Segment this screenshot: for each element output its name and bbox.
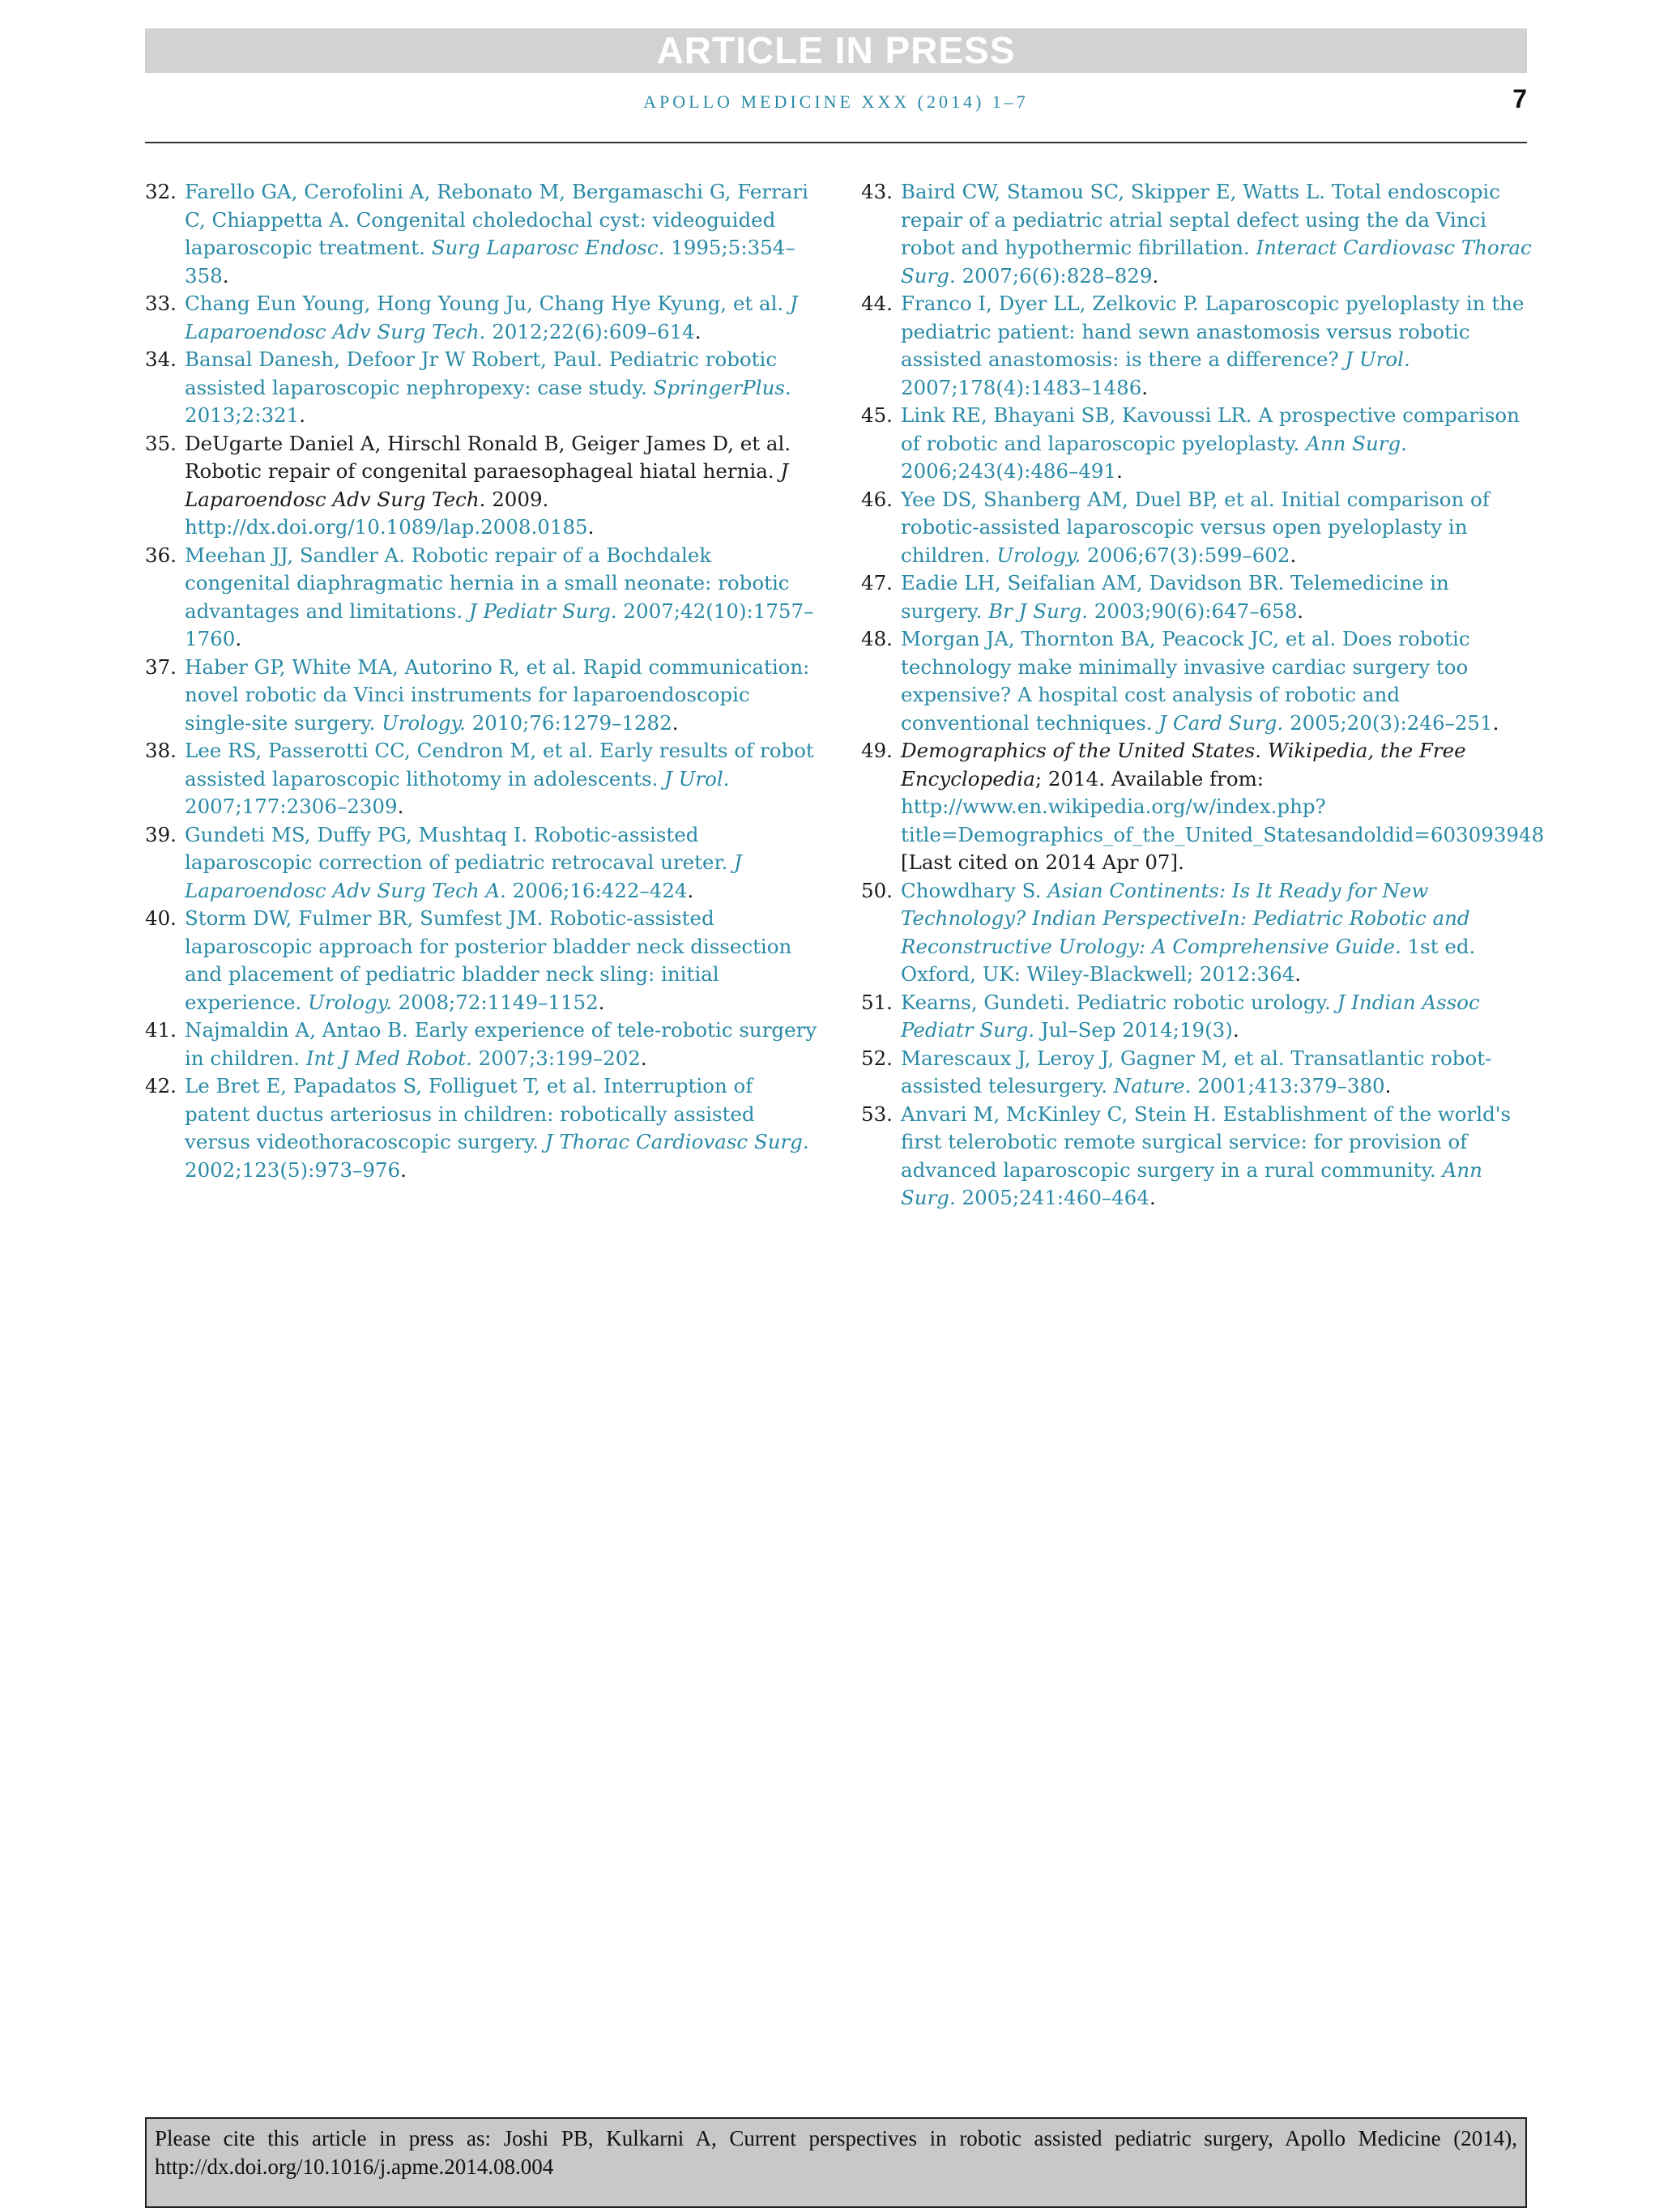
reference-journal: SpringerPlus. bbox=[653, 375, 791, 399]
reference-journal: Urology. bbox=[308, 990, 392, 1014]
reference-text bbox=[901, 739, 1544, 846]
reference-number: 48. bbox=[861, 627, 893, 650]
reference-item bbox=[861, 569, 1533, 625]
reference-details: 1995;5:354–358 bbox=[185, 236, 795, 288]
reference-tail: . bbox=[1492, 710, 1499, 735]
reference-journal: J Laparoendosc Adv Surg Tech bbox=[185, 459, 789, 511]
reference-journal: Nature. bbox=[1113, 1074, 1192, 1097]
reference-authors-title: Eadie LH, Seifalian AM, Davidson BR. Telemedicine in surgery. bbox=[901, 571, 1449, 623]
reference-details: 2006;67(3):599–602 bbox=[1081, 543, 1290, 567]
reference-number: 40. bbox=[145, 906, 177, 930]
reference-details: 2007;178(4):1483–1486 bbox=[901, 375, 1142, 399]
reference-text[interactable] bbox=[185, 906, 791, 1014]
reference-text[interactable] bbox=[901, 292, 1524, 399]
reference-authors-title: Morgan JA, Thornton BA, Peacock JC, et al. Does robotic technology make minimally invasive cardiac surgery too expensive? A hospital cost analysis of robotic and conventional techniques. bbox=[901, 627, 1470, 735]
reference-text[interactable] bbox=[185, 180, 808, 288]
reference-tail: . bbox=[1116, 459, 1123, 483]
reference-number: 43. bbox=[861, 180, 893, 203]
reference-details: 2007;3:199–202 bbox=[471, 1046, 641, 1070]
reference-url-link[interactable]: http://dx.doi.org/10.1089/lap.2008.0185 bbox=[185, 515, 588, 539]
reference-number: 37. bbox=[145, 654, 177, 679]
reference-item bbox=[861, 486, 1533, 570]
reference-journal: J Thorac Cardiovasc Surg. bbox=[544, 1130, 809, 1153]
reference-authors-title: Lee RS, Passerotti CC, Cendron M, et al. Early results of robot assisted laparoscopic lithotomy in adolescents. bbox=[185, 739, 814, 791]
reference-url-link[interactable]: http://www.en.wikipedia.org/w/index.php?title=Demographics_of_the_United_Statesandoldid=603093948 bbox=[901, 795, 1545, 846]
reference-number: 35. bbox=[145, 431, 177, 455]
reference-journal: Interact Cardiovasc Thorac Surg. bbox=[901, 236, 1532, 288]
reference-journal: Surg Laparosc Endosc. bbox=[431, 236, 665, 259]
reference-tail: . bbox=[400, 1157, 407, 1182]
reference-authors-title: Chowdhary S. bbox=[901, 878, 1048, 902]
reference-tail: . bbox=[222, 263, 229, 288]
reference-authors-title: Anvari M, McKinley C, Stein H. Establishment of the world's first telerobotic remote surgical service: for provision of advanced laparoscopic surgery in a rural community. bbox=[901, 1102, 1512, 1182]
reference-authors-title: Le Bret E, Papadatos S, Folliguet T, et al. Interruption of patent ductus arteriosus in children: robotically assisted versus videothoracoscopic surgery. bbox=[185, 1074, 755, 1153]
reference-item bbox=[861, 625, 1533, 737]
reference-tail: . bbox=[1297, 599, 1304, 623]
reference-text[interactable] bbox=[901, 571, 1449, 623]
reference-journal: J Laparoendosc Adv Surg Tech. bbox=[185, 292, 798, 343]
reference-item bbox=[861, 290, 1533, 402]
reference-item bbox=[145, 178, 817, 290]
reference-details: . 2009. bbox=[479, 487, 549, 511]
reference-item bbox=[145, 737, 817, 821]
reference-details: 1st ed. Oxford, UK: Wiley-Blackwell; 2012:364 bbox=[901, 934, 1476, 986]
reference-text[interactable] bbox=[185, 347, 791, 427]
reference-text[interactable] bbox=[901, 403, 1520, 483]
reference-details: 2006;243(4):486–491 bbox=[901, 459, 1117, 483]
reference-authors-title: Franco I, Dyer LL, Zelkovic P. Laparoscopic pyeloplasty in the pediatric patient: hand sewn anastomosis versus robotic assisted anastomosis: is there a difference? bbox=[901, 292, 1525, 371]
reference-text[interactable] bbox=[185, 823, 742, 902]
citation-notice: Please cite this article in press as: Joshi PB, Kulkarni A, Current perspectives in robotic assisted pediatric surgery, Apollo Medicine (2014), http://dx.doi.org/10.1016/j.apme.2014.08.004 bbox=[145, 2117, 1527, 2208]
reference-authors-title: Baird CW, Stamou SC, Skipper E, Watts L. Total endoscopic repair of a pediatric atrial septal defect using the da Vinci robot and hypothermic fibrillation. bbox=[901, 180, 1500, 259]
references-column-right bbox=[861, 178, 1545, 1213]
references-column-left bbox=[145, 178, 817, 1184]
reference-number: 45. bbox=[861, 403, 893, 427]
reference-journal: Urology. bbox=[996, 543, 1081, 567]
reference-number: 46. bbox=[861, 487, 893, 511]
reference-item bbox=[861, 178, 1533, 290]
reference-text[interactable] bbox=[901, 991, 1480, 1042]
reference-item bbox=[861, 877, 1533, 989]
reference-text[interactable] bbox=[901, 1102, 1511, 1210]
reference-details: 2007;177:2306–2309 bbox=[185, 795, 398, 818]
reference-number: 33. bbox=[145, 292, 177, 315]
reference-text[interactable] bbox=[901, 1046, 1491, 1098]
reference-authors-title: Farello GA, Cerofolini A, Rebonato M, Bergamaschi G, Ferrari C, Chiappetta A. Congenital choledochal cyst: videoguided laparoscopic treatment. bbox=[185, 180, 808, 259]
reference-details: 2007;42(10):1757–1760 bbox=[185, 599, 814, 650]
reference-item bbox=[861, 1101, 1533, 1213]
reference-text[interactable] bbox=[901, 180, 1532, 288]
reference-number: 42. bbox=[145, 1074, 177, 1097]
reference-item bbox=[145, 542, 817, 654]
reference-authors-title: Marescaux J, Leroy J, Gagner M, et al. Transatlantic robot-assisted telesurgery. bbox=[901, 1046, 1492, 1097]
reference-authors-title: Gundeti MS, Duffy PG, Mushtaq I. Robotic-assisted laparoscopic correction of pediatric retrocaval ureter. bbox=[185, 822, 735, 874]
reference-journal: Int J Med Robot. bbox=[305, 1046, 472, 1070]
reference-text[interactable] bbox=[901, 627, 1493, 735]
reference-details: 2001;413:379–380 bbox=[1191, 1074, 1385, 1097]
reference-tail: . bbox=[1384, 1074, 1392, 1097]
journal-running-head: APOLLO MEDICINE XXX (2014) 1–7 bbox=[643, 92, 1029, 112]
reference-details: 2006;16:422–424 bbox=[505, 878, 688, 902]
reference-tail: . bbox=[397, 795, 404, 818]
reference-journal: Br J Surg. bbox=[988, 599, 1088, 623]
reference-details: 2003;90(6):647–658 bbox=[1087, 599, 1298, 623]
reference-tail: . bbox=[1232, 1018, 1239, 1042]
reference-item bbox=[145, 654, 817, 738]
reference-authors-title: Chang Eun Young, Hong Young Ju, Chang Hye Kyung, et al. bbox=[185, 292, 791, 315]
article-in-press-banner: ARTICLE IN PRESS bbox=[145, 28, 1527, 73]
reference-item bbox=[145, 290, 817, 346]
reference-tail: . bbox=[235, 627, 242, 650]
reference-details: 2005;241:460–464 bbox=[955, 1186, 1149, 1209]
reference-number: 52. bbox=[861, 1046, 893, 1070]
reference-item bbox=[145, 1016, 817, 1072]
reference-authors-title: Haber GP, White MA, Autorino R, et al. Rapid communication: novel robotic da Vinci instruments for laparoendoscopic single-site surgery. bbox=[185, 654, 810, 735]
reference-item bbox=[145, 821, 817, 906]
reference-tail: . bbox=[1141, 375, 1149, 399]
reference-number: 47. bbox=[861, 571, 893, 595]
reference-number: 53. bbox=[861, 1102, 893, 1126]
reference-details: 2002;123(5):973–976 bbox=[185, 1157, 401, 1182]
reference-details: 2007;6(6):828–829 bbox=[955, 263, 1153, 288]
reference-tail: . bbox=[299, 403, 306, 427]
reference-journal: Ann Surg. bbox=[1306, 431, 1407, 455]
reference-tail: . bbox=[640, 1046, 647, 1070]
reference-details: 2012;22(6):609–614 bbox=[485, 319, 695, 343]
reference-journal: Ann Surg. bbox=[901, 1157, 1482, 1209]
header-rule bbox=[145, 142, 1527, 143]
reference-text bbox=[185, 432, 791, 539]
reference-number: 34. bbox=[145, 347, 177, 371]
reference-journal: J Card Surg. bbox=[1158, 710, 1284, 735]
reference-number: 49. bbox=[861, 739, 893, 762]
reference-item bbox=[145, 346, 817, 430]
reference-text[interactable] bbox=[901, 879, 1475, 987]
reference-tail: . bbox=[672, 710, 679, 735]
reference-text[interactable] bbox=[185, 739, 814, 818]
reference-authors-title: Bansal Danesh, Defoor Jr W Robert, Paul. Pediatric robotic assisted laparoscopic nephropexy: case study. bbox=[185, 347, 778, 399]
reference-number: 44. bbox=[861, 292, 893, 315]
reference-details: ; 2014. Available from: bbox=[1034, 766, 1265, 791]
reference-number: 50. bbox=[861, 878, 893, 902]
reference-authors-title: Meehan JJ, Sandler A. Robotic repair of a Bochdalek congenital diaphragmatic hernia in a small neonate: robotic advantages and limitations. bbox=[185, 543, 790, 623]
reference-text[interactable] bbox=[185, 1074, 809, 1182]
reference-item bbox=[861, 402, 1533, 486]
reference-text[interactable] bbox=[185, 1018, 817, 1070]
reference-number: 32. bbox=[145, 180, 177, 203]
reference-tail: . bbox=[598, 990, 605, 1014]
reference-item bbox=[145, 430, 817, 542]
reference-journal: J Urol. bbox=[1345, 347, 1410, 371]
reference-details: 2005;20(3):246–251 bbox=[1283, 710, 1493, 735]
reference-item bbox=[145, 905, 817, 1016]
reference-number: 51. bbox=[861, 990, 893, 1014]
reference-item bbox=[861, 1045, 1533, 1101]
reference-number: 38. bbox=[145, 739, 177, 762]
reference-journal: J Urol. bbox=[664, 766, 730, 791]
reference-number: 36. bbox=[145, 543, 177, 567]
reference-item bbox=[145, 1072, 817, 1184]
reference-text[interactable] bbox=[185, 543, 813, 651]
reference-authors-title: Najmaldin A, Antao B. Early experience of tele-robotic surgery in children. bbox=[185, 1018, 817, 1070]
reference-tail: [Last cited on 2014 Apr 07]. bbox=[901, 850, 1184, 874]
reference-tail: . bbox=[1149, 1186, 1156, 1209]
reference-authors-title: Storm DW, Fulmer BR, Sumfest JM. Robotic-assisted laparoscopic approach for posterior bladder neck dissection and placement of pediatric bladder neck sling: initial experience. bbox=[185, 906, 792, 1014]
reference-number: 41. bbox=[145, 1018, 177, 1042]
reference-number: 39. bbox=[145, 822, 177, 846]
reference-journal: J Laparoendosc Adv Surg Tech A. bbox=[185, 850, 742, 902]
reference-text[interactable] bbox=[901, 488, 1490, 567]
reference-tail: . bbox=[687, 878, 694, 902]
reference-details: Jul–Sep 2014;19(3) bbox=[1034, 1018, 1233, 1042]
reference-tail: . bbox=[1152, 263, 1159, 288]
reference-details: 2013;2:321 bbox=[185, 403, 300, 427]
reference-authors-title: Kearns, Gundeti. Pediatric robotic urology. bbox=[901, 990, 1337, 1014]
reference-details: 2008;72:1149–1152 bbox=[391, 990, 599, 1014]
reference-authors-title: DeUgarte Daniel A, Hirschl Ronald B, Geiger James D, et al. Robotic repair of congenital paraesophageal hiatal hernia. bbox=[185, 431, 791, 483]
reference-authors-title: Link RE, Bhayani SB, Kavoussi LR. A prospective comparison of robotic and laparoscopic pyeloplasty. bbox=[901, 403, 1520, 455]
reference-authors-title: Yee DS, Shanberg AM, Duel BP, et al. Initial comparison of robotic-assisted laparoscopic versus open pyeloplasty in children. bbox=[901, 487, 1490, 567]
reference-item bbox=[861, 737, 1545, 877]
reference-text[interactable] bbox=[185, 292, 798, 343]
reference-journal: Asian Continents: Is It Ready for New Technology? Indian PerspectiveIn: Pediatric Robotic and Reconstructive Urology: A Comprehensive Guide. bbox=[901, 878, 1470, 958]
reference-tail: . bbox=[1294, 962, 1302, 986]
page-number: 7 bbox=[1512, 84, 1527, 113]
reference-details: 2010;76:1279–1282 bbox=[465, 710, 672, 735]
reference-tail: . bbox=[587, 515, 595, 539]
reference-tail: . bbox=[1290, 543, 1297, 567]
reference-item bbox=[861, 989, 1533, 1045]
reference-tail: . bbox=[694, 319, 702, 343]
reference-journal: Demographics of the United States. Wikipedia, the Free Encyclopedia bbox=[901, 739, 1466, 791]
reference-journal: J Pediatr Surg. bbox=[468, 599, 617, 623]
reference-journal: J Indian Assoc Pediatr Surg. bbox=[901, 990, 1480, 1042]
reference-text[interactable] bbox=[185, 655, 809, 735]
reference-journal: Urology. bbox=[382, 710, 466, 735]
